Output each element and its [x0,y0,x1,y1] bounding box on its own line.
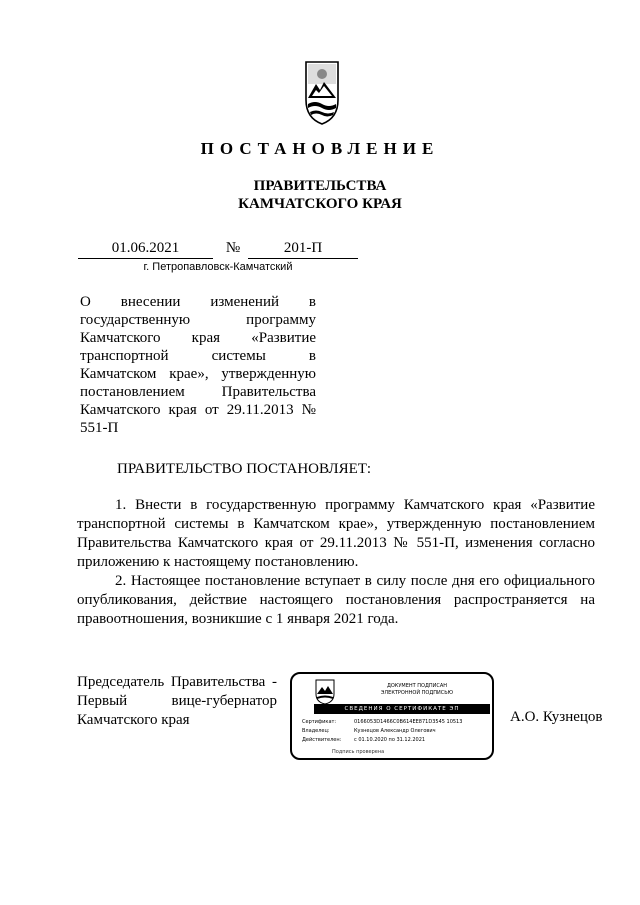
certificate-label: Сертификат: [302,719,337,725]
issuing-authority [0,177,640,213]
signer-position [77,673,277,730]
document-title: ПОСТАНОВЛЕНИЕ [200,139,440,158]
paragraph-1: 1. Внести в государственную программу Камчатского края «Развитие транспортной системы в Камчатском крае», утвержденную постановлением Правительства Камчатского края от 29.11.2013 № 551-П, изменения согласно приложению к настоящему постановлению. [77,497,595,570]
stamp-header-line-2: ЭЛЕКТРОННОЙ ПОДПИСЬЮ [380,690,454,696]
authority-line-2: КАМЧАТСКОГО КРАЯ [238,196,402,212]
signer-position-line-2: Первый вице-губернатор [77,693,277,709]
stamp-emblem-icon [314,679,336,705]
document-date: 01.06.2021 [78,240,213,259]
city-label: г. Петропавловск-Камчатский [143,261,293,273]
decrees-heading: ПРАВИТЕЛЬСТВО ПОСТАНОВЛЯЕТ: [117,461,372,477]
signer-position-line-1: Председатель Правительства - [77,674,277,690]
stamp-row-validity [302,737,425,743]
validity-value: с 01.10.2020 по 31.12.2021 [354,737,426,743]
stamp-row-owner [302,728,436,734]
authority-line-1: ПРАВИТЕЛЬСТВА [253,178,387,194]
document-number: 201-П [248,240,358,259]
electronic-signature-stamp [290,672,494,760]
signer-position-line-3: Камчатского края [77,712,190,728]
number-sign: № [225,240,241,256]
stamp-row-certificate [302,719,462,725]
document-subject: О внесении изменений в государственную программу Камчатского края «Развитие транспортной системы в Камчатском крае», утвержденную постановлением Правительства Камчатского края от 29.11.2013 № 551-П [80,294,316,436]
stamp-header [342,683,492,697]
coat-of-arms-emblem [302,60,342,126]
signer-name: А.О. Кузнецов [510,709,603,725]
owner-label: Владелец: [302,728,330,734]
stamp-footer: Подпись проверена [332,749,385,755]
certificate-value: 0166053D1466C0B614EE871D3545 10513 [354,719,463,725]
owner-value: Кузнецов Александр Олегович [354,728,436,734]
validity-label: Действителен: [302,737,342,743]
stamp-certificate-bar: СВЕДЕНИЯ О СЕРТИФИКАТЕ ЭП [314,704,490,714]
stamp-header-line-1: ДОКУМЕНТ ПОДПИСАН [386,683,448,689]
paragraph-2: 2. Настоящее постановление вступает в силу после дня его официального опубликования, действие настоящего постановления распространяется на правоотношения, возникшие с 1 января 2021 года. [77,573,595,627]
